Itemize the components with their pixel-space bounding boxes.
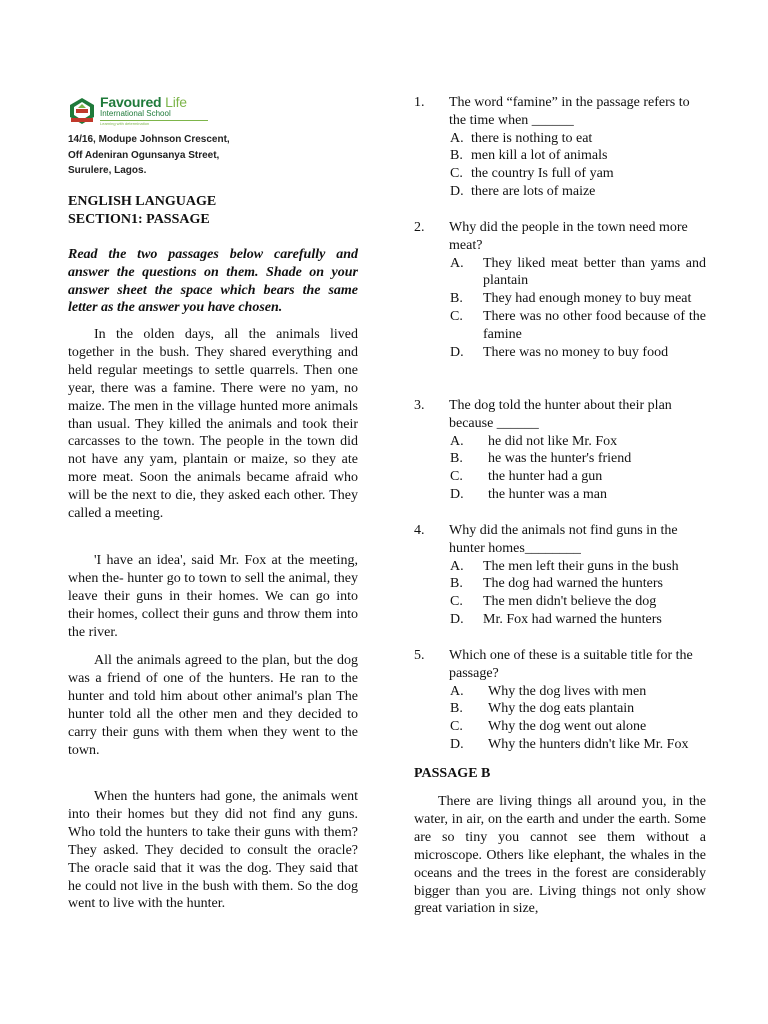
option-text: men kill a lot of animals bbox=[471, 148, 608, 164]
question-2 bbox=[414, 219, 706, 361]
section-title: SECTION1: PASSAGE bbox=[68, 212, 210, 227]
option-letter: D. bbox=[450, 183, 464, 199]
option-text: There was no other food because of the famine bbox=[483, 308, 706, 342]
option-letter: A. bbox=[450, 433, 464, 449]
school-logo bbox=[68, 95, 208, 126]
option-text: the hunter was a man bbox=[488, 486, 607, 502]
option-a[interactable] bbox=[450, 130, 706, 148]
option-text: the country Is full of yam bbox=[471, 166, 614, 182]
school-address bbox=[68, 132, 230, 179]
option-c[interactable] bbox=[450, 468, 706, 486]
option-letter: B. bbox=[450, 148, 463, 164]
question-4 bbox=[414, 522, 706, 629]
option-letter: C. bbox=[450, 166, 463, 182]
option-c[interactable] bbox=[450, 718, 706, 736]
option-b[interactable] bbox=[450, 147, 706, 165]
option-text: The dog had warned the hunters bbox=[483, 576, 663, 592]
option-b[interactable] bbox=[450, 575, 706, 593]
subject-title: ENGLISH LANGUAGE bbox=[68, 194, 217, 209]
option-text: They liked meat better than yams and plantain bbox=[483, 255, 706, 289]
address-line: 14/16, Modupe Johnson Crescent, bbox=[68, 134, 230, 145]
option-letter: C. bbox=[450, 594, 463, 610]
option-text: there is nothing to eat bbox=[471, 130, 593, 146]
question-stem: The word “famine” in the passage refers to the time when ______ bbox=[449, 95, 690, 128]
question-stem: Why did the animals not find guns in the hunter homes________ bbox=[449, 523, 678, 556]
option-a[interactable] bbox=[450, 558, 706, 576]
option-text: The men left their guns in the bush bbox=[483, 558, 679, 574]
option-letter: B. bbox=[450, 576, 463, 592]
option-b[interactable] bbox=[450, 700, 706, 718]
option-d[interactable] bbox=[450, 344, 706, 362]
address-line: Surulere, Lagos. bbox=[68, 165, 147, 176]
option-letter: A. bbox=[450, 130, 464, 146]
option-a[interactable] bbox=[450, 255, 706, 291]
option-b[interactable] bbox=[450, 450, 706, 468]
option-letter: A. bbox=[450, 255, 464, 271]
option-letter: D. bbox=[450, 736, 464, 752]
passage-b-paragraph: There are living things all around you, in the water, in air, on the earth and under the earth. Some are so tiny you cannot see them without a microscope. Others like elephant, the whales in the oceans and the trees in the forest are considerably bigger than you are. Living things not only show great variation in size, bbox=[414, 794, 706, 917]
option-c[interactable] bbox=[450, 308, 706, 344]
logo-tagline: Learning with determination bbox=[100, 121, 150, 126]
option-letter: A. bbox=[450, 558, 464, 574]
option-text: They had enough money to buy meat bbox=[483, 291, 692, 307]
passage-a-paragraph: 'I have an idea', said Mr. Fox at the meeting, when the- hunter go to town to sell the animal, they leave their guns in their homes. We can go into their homes, collect their guns and throw them into the river. bbox=[68, 553, 358, 640]
question-number: 4. bbox=[414, 523, 425, 538]
option-a[interactable] bbox=[450, 683, 706, 701]
option-d[interactable] bbox=[450, 611, 706, 629]
option-c[interactable] bbox=[450, 593, 706, 611]
question-stem: Which one of these is a suitable title for the passage? bbox=[449, 648, 693, 681]
question-number: 5. bbox=[414, 648, 425, 663]
option-d[interactable] bbox=[450, 736, 706, 754]
school-crest-icon bbox=[68, 97, 96, 125]
option-c[interactable] bbox=[450, 165, 706, 183]
logo-name-1: Favoured bbox=[100, 94, 162, 110]
option-letter: B. bbox=[450, 451, 463, 467]
logo-subtitle: International School bbox=[100, 109, 171, 118]
option-text: Mr. Fox had warned the hunters bbox=[483, 611, 662, 627]
question-5 bbox=[414, 647, 706, 754]
option-letter: D. bbox=[450, 611, 464, 627]
passage-a-paragraph: In the olden days, all the animals lived together in the bush. They shared everything and held regular meetings to settle quarrels. Then one year, there was a famine. There were no yam, no maize. The men in the village hunted more animals than usual. They killed the animals and took their carcasses to the town. The people in the town did not have any yam, plantain or maize, so they ate more meat. Soon the animals became afraid who will be the next to die, they asked each other. They called a meeting. bbox=[68, 327, 358, 522]
option-text: he was the hunter's friend bbox=[488, 451, 632, 467]
passage-b-title: PASSAGE B bbox=[414, 766, 491, 781]
option-text: the hunter had a gun bbox=[488, 469, 603, 485]
option-text: Why the dog eats plantain bbox=[488, 701, 635, 717]
option-text: There was no money to buy food bbox=[483, 344, 669, 360]
passage-a-paragraph: When the hunters had gone, the animals went into their homes but they did not find any guns. Who told the hunters to take their guns with them? They asked. They decided to consult the oracle? The oracle said that it was the dog. They said that he could not live in the bush with them. So the dog went to live with the hunter. bbox=[68, 789, 358, 912]
question-number: 1. bbox=[414, 95, 425, 110]
option-text: Why the hunters didn't like Mr. Fox bbox=[488, 736, 689, 752]
option-b[interactable] bbox=[450, 290, 706, 308]
instructions: Read the two passages below carefully and answer the questions on them. Shade on your answer sheet the space which bears the same letter as the answer you have chosen. bbox=[68, 247, 358, 316]
option-d[interactable] bbox=[450, 183, 706, 201]
question-1 bbox=[414, 94, 706, 201]
option-a[interactable] bbox=[450, 433, 706, 451]
question-number: 2. bbox=[414, 220, 425, 235]
option-letter: B. bbox=[450, 291, 463, 307]
option-d[interactable] bbox=[450, 486, 706, 504]
passage-a-paragraph: All the animals agreed to the plan, but the dog was a friend of one of the hunters. He ran to the hunter and told him about other animal's plan The hunter told all the other men and they decided to carry their guns with them when they went to the town. bbox=[68, 653, 358, 758]
option-letter: D. bbox=[450, 344, 464, 360]
option-letter: D. bbox=[450, 486, 464, 502]
question-stem: The dog told the hunter about their plan because ______ bbox=[449, 398, 672, 431]
option-letter: B. bbox=[450, 701, 463, 717]
logo-name-2: Life bbox=[165, 94, 187, 110]
option-text: there are lots of maize bbox=[471, 183, 596, 199]
exam-heading bbox=[68, 193, 216, 229]
address-line: Off Adeniran Ogunsanya Street, bbox=[68, 149, 220, 161]
option-text: he did not like Mr. Fox bbox=[488, 433, 618, 449]
option-text: Why the dog lives with men bbox=[488, 683, 647, 699]
option-letter: C. bbox=[450, 469, 463, 485]
option-letter: C. bbox=[450, 308, 463, 324]
option-text: Why the dog went out alone bbox=[488, 719, 647, 735]
question-number: 3. bbox=[414, 398, 425, 413]
option-letter: A. bbox=[450, 683, 464, 699]
question-stem: Why did the people in the town need more meat? bbox=[449, 220, 688, 253]
option-text: The men didn't believe the dog bbox=[483, 594, 657, 610]
question-3 bbox=[414, 397, 706, 504]
option-letter: C. bbox=[450, 719, 463, 735]
